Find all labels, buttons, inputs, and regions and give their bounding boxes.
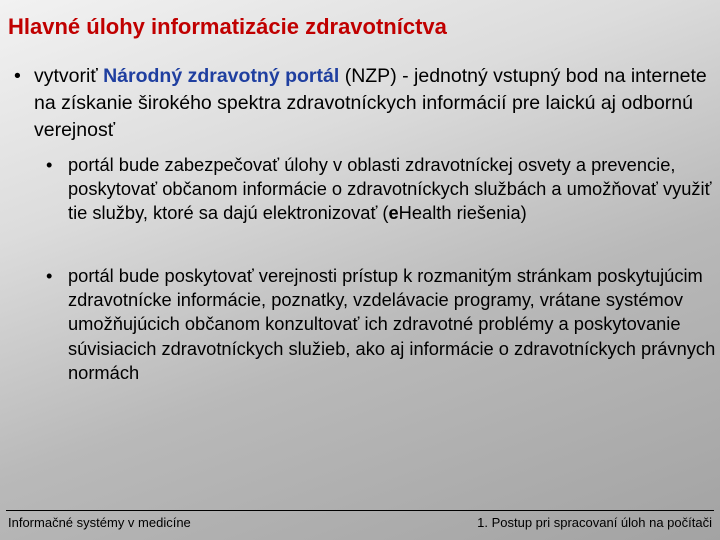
main-bullet-prefix: vytvoriť — [34, 65, 104, 87]
bullet-dot-icon: • — [46, 154, 53, 175]
sub-bullet-1 — [46, 153, 718, 226]
main-bullet-suffix: (NZP) - jednotný vstupný bod na internete na získanie širokého spektra zdravotníckych informácií pre laickú aj odbornú verejnosť — [34, 65, 707, 141]
sub-bullet-1-after: Health riešenia) — [398, 202, 527, 224]
sub-bullet-1-before: portál bude zabezpečovať úlohy v oblasti zdravotníckej osvety a prevencie, poskytovať občanom informácie o zdravotníckych službách a umožňovať využiť tie služby, ktoré sa dajú elektronizovať ( — [68, 154, 712, 224]
slide-title: Hlavné úlohy informatizácie zdravotníctva — [8, 14, 447, 39]
footer-divider — [6, 510, 714, 511]
sub-bullet-2-text: portál bude poskytovať verejnosti prístup k rozmanitým stránkam poskytujúcim zdravotnícke informácie, poznatky, vzdelávacie programy, vrátane systémov umožňujúcich občanom konzultovať ich zdravotné problémy a poskytovanie súvisiacich zdravotníckych služieb, ako aj informácie o zdravotníckych právnych normách — [68, 265, 716, 383]
portal-name-highlight: Národný zdravotný portál — [103, 65, 340, 87]
main-bullet — [14, 63, 714, 144]
sub-bullet-2 — [46, 264, 718, 385]
main-bullet-text — [34, 63, 714, 144]
footer-course-name: Informačné systémy v medicíne — [8, 515, 191, 530]
footer-chapter-title: 1. Postup pri spracovaní úloh na počítači — [477, 515, 712, 530]
sub-bullet-1-text — [68, 153, 718, 226]
ehealth-e: e — [388, 202, 399, 224]
bullet-dot-icon: • — [14, 65, 21, 87]
bullet-dot-icon: • — [46, 265, 53, 286]
